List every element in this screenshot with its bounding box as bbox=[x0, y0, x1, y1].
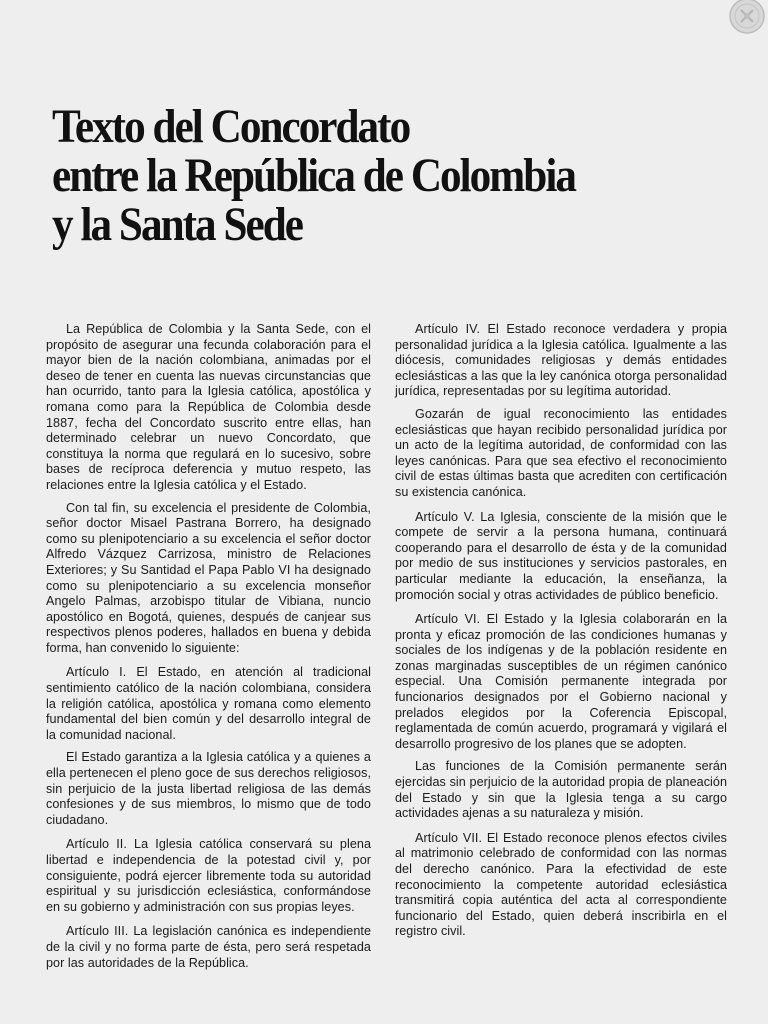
document-title bbox=[52, 102, 682, 249]
article-6-paragraph: Artículo VI. El Estado y la Iglesia colaborarán en la pronta y eficaz promoción de las condiciones humanas y sociales de los indígenas y de la población residente en zonas marginadas susceptibles de un régimen canónico especial. Una Comisión permanente integrada por funcionarios designados por el Gobierno nacional y prelados elegidos por la Coferencia Episcopal, reglamentada de común acuerdo, programará y vigilará el desarrollo progresivo de los planes que se adopten. bbox=[395, 612, 727, 751]
article-2-paragraph: Artículo II. La Iglesia católica conservará su plena libertad e independencia de la potestad civil y, por consiguiente, podrá ejercer libremente toda su autoridad espiritual y su jurisdicción eclesiástica, conformándose en su gobierno y administración con sus propias leyes. bbox=[46, 837, 371, 914]
left-text-column bbox=[46, 322, 371, 978]
article-3-paragraph: Artículo III. La legislación canónica es independiente de la civil y no forma parte de ésta, pero será respetada por las autoridades de la República. bbox=[46, 924, 371, 970]
right-text-column bbox=[395, 322, 727, 947]
article-5-paragraph: Artículo V. La Iglesia, consciente de la misión que le compete de servir a la persona humana, continuará cooperando para el desarrollo de ésta y de la comunidad por medio de sus instituciones y servicios pastorales, en particular mediante la educación, la enseñanza, la promoción social y otras actividades de público beneficio. bbox=[395, 509, 727, 602]
title-line-3: y la Santa Sede bbox=[52, 198, 302, 251]
papal-seal-emblem-icon bbox=[725, 0, 767, 40]
article-1-second-paragraph: El Estado garantiza a la Iglesia católica y a quienes a ella pertenecen el pleno goce de sus derechos religiosos, sin perjuicio de la justa libertad religiosa de las demás confesiones y de sus miembros, lo mismo que de todo ciudadano. bbox=[46, 750, 371, 827]
preamble-paragraph: La República de Colombia y la Santa Sede, con el propósito de asegurar una fecunda colaboración para el mayor bien de la nación colombiana, animadas por el deseo de tener en cuenta las nuevas circunstancias que han ocurrido, tanto para la Iglesia católica, apostólica y romana como para la República de Colombia desde 1887, fecha del Concordato suscrito entre ellas, han determinado celebrar un nuevo Concordato, que constituya la norma que regulará en lo sucesivo, sobre bases de recíproca deferencia y mutuo respeto, las relaciones entre la Iglesia católica y el Estado. bbox=[46, 322, 371, 492]
title-line-1: Texto del Concordato bbox=[52, 100, 410, 153]
plenipotentiaries-paragraph: Con tal fin, su excelencia el presidente de Colombia, señor doctor Misael Pastrana Borrero, ha designado como su plenipotenciario a su excelencia el señor doctor Alfredo Vázquez Carrizosa, ministro de Relaciones Exteriores; y Su Santidad el Papa Pablo VI ha designado como su plenipotenciario a su excelencia monseñor Angelo Palmas, arzobispo titular de Vibiana, nuncio apostólico en Bogotá, quienes, después de canjear sus respectivos plenos poderes, hallados en buena y debida forma, han convenido lo siguiente: bbox=[46, 500, 371, 655]
article-4-paragraph: Artículo IV. El Estado reconoce verdadera y propia personalidad jurídica a la Iglesia católica. Igualmente a las diócesis, comunidades religiosas y demás entidades eclesiásticas a las que la ley canónica otorga personalidad jurídica, representadas por su legítima autoridad. bbox=[395, 322, 727, 399]
title-line-2: entre la República de Colombia bbox=[52, 149, 576, 202]
article-1-paragraph: Artículo I. El Estado, en atención al tradicional sentimiento católico de la nación colombiana, considera la religión católica, apostólica y romana como elemento fundamental del bien común y del desarrollo integral de la comunidad nacional. bbox=[46, 665, 371, 742]
article-6-second-paragraph: Las funciones de la Comisión permanente serán ejercidas sin perjuicio de la autoridad propia de planeación del Estado y sin que la Iglesia tenga a su cargo actividades ajenas a su naturaleza y misión. bbox=[395, 759, 727, 821]
article-7-paragraph: Artículo VII. El Estado reconoce plenos efectos civiles al matrimonio celebrado de conformidad con las normas del derecho canónico. Para la efectividad de este reconocimiento la competente autoridad eclesiástica transmitirá copia auténtica del acta al correspondiente funcionario del Estado, quien deberá inscribirla en el registro civil. bbox=[395, 830, 727, 939]
article-4-second-paragraph: Gozarán de igual reconocimiento las entidades eclesiásticas que hayan recibido personalidad jurídica por un acto de la legítima autoridad, de conformidad con las leyes canónicas. Para que sea efectivo el reconocimiento civil de estas últimas basta que acrediten con certificación su existencia canónica. bbox=[395, 406, 727, 499]
